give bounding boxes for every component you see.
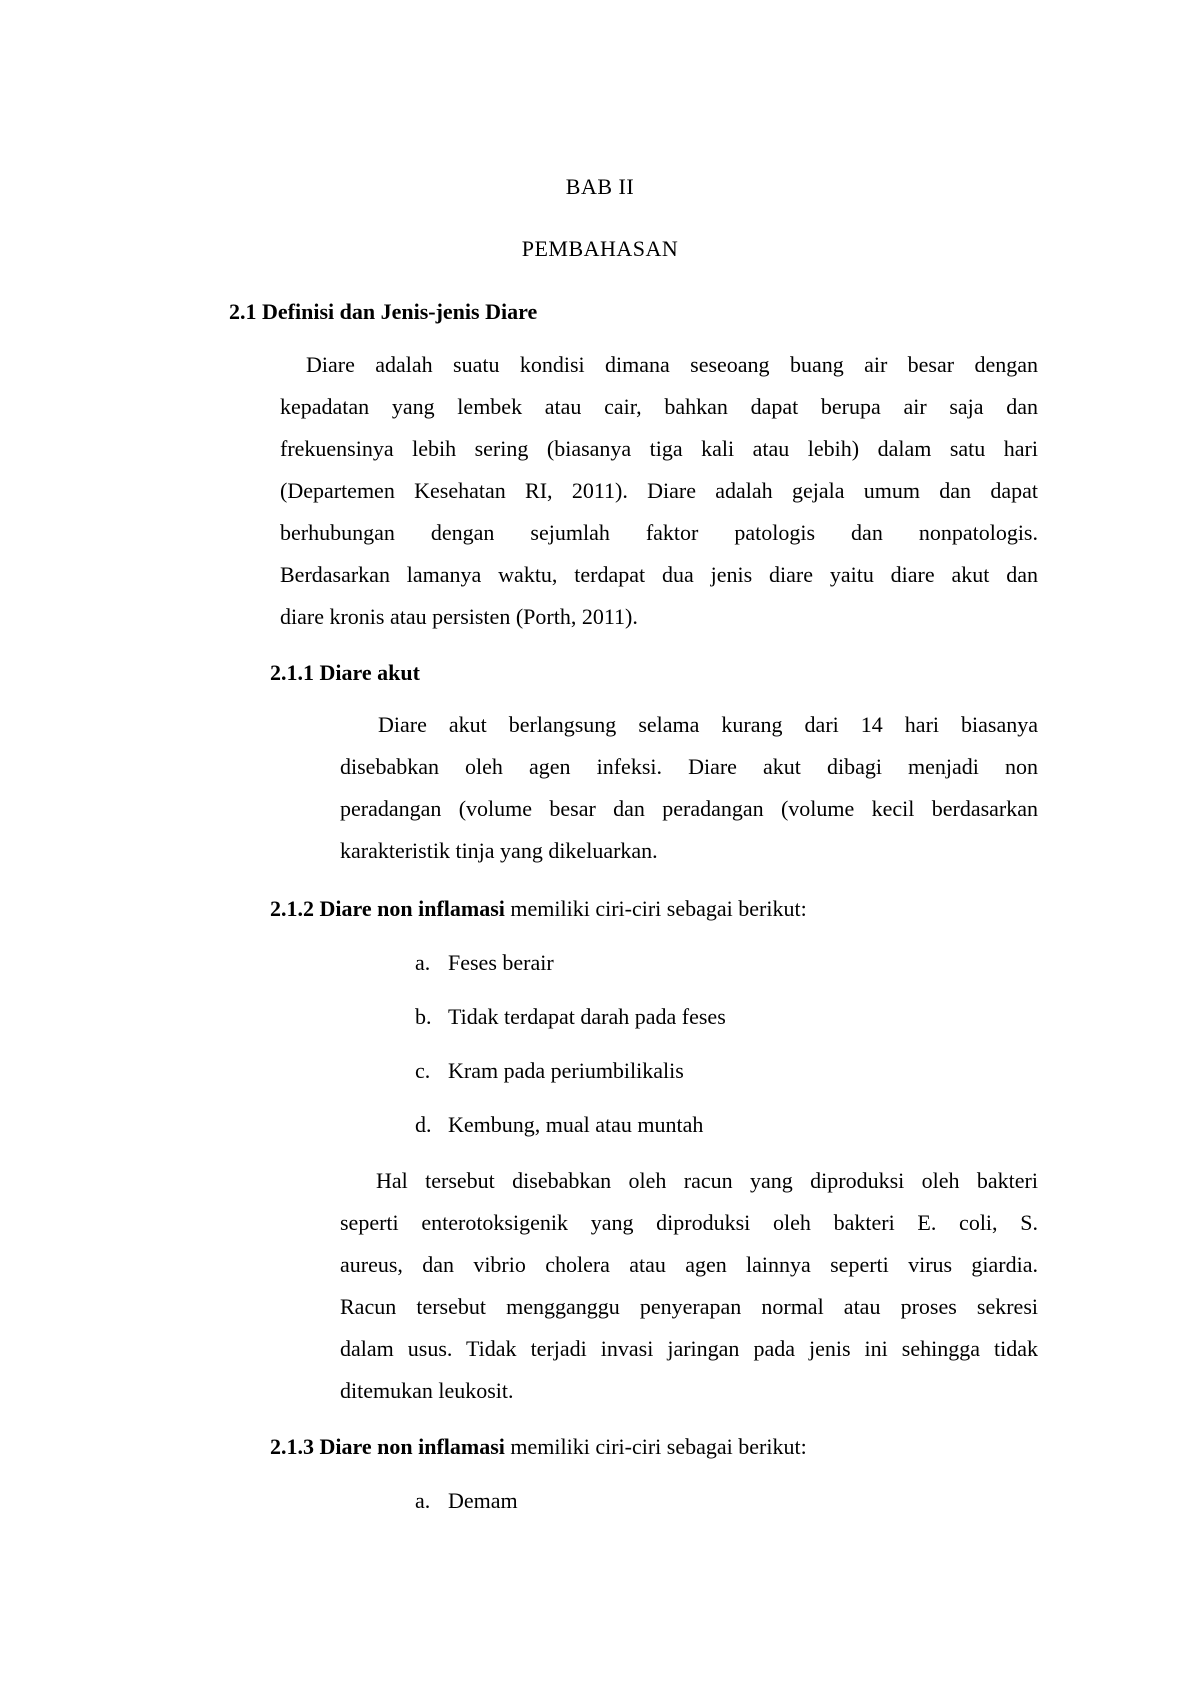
list-marker: d.: [415, 1112, 432, 1137]
heading-rest: memiliki ciri-ciri sebagai berikut:: [504, 896, 807, 921]
paragraph-line: frekuensinya lebih sering (biasanya tiga kali atau lebih) dalam satu hari: [280, 436, 1038, 461]
list-item: [415, 1488, 518, 1514]
list-marker: b.: [415, 1004, 432, 1029]
chapter-title: PEMBAHASAN: [521, 236, 679, 261]
list-text: Demam: [448, 1488, 518, 1513]
list-item: [415, 1058, 684, 1084]
list-marker: c.: [415, 1058, 431, 1083]
paragraph-line: ditemukan leukosit.: [340, 1378, 514, 1403]
section-heading-2-1-3: [270, 1434, 807, 1460]
heading-bold: 2.1.2 Diare non inflamasi: [270, 896, 505, 921]
section-heading-2-1-2: [270, 896, 807, 922]
list-item: [415, 950, 554, 976]
heading-rest: memiliki ciri-ciri sebagai berikut:: [504, 1434, 807, 1459]
paragraph-line: berhubungan dengan sejumlah faktor patologis dan nonpatologis.: [280, 520, 1038, 545]
paragraph-line: Diare adalah suatu kondisi dimana seseoang buang air besar dengan: [306, 352, 1038, 377]
paragraph-line: seperti enterotoksigenik yang diproduksi oleh bakteri E. coli, S.: [340, 1210, 1038, 1235]
list-text: Kembung, mual atau muntah: [448, 1112, 704, 1137]
paragraph-line: (Departemen Kesehatan RI, 2011). Diare adalah gejala umum dan dapat: [280, 478, 1038, 503]
paragraph-line: diare kronis atau persisten (Porth, 2011).: [280, 604, 638, 629]
list-text: Tidak terdapat darah pada feses: [448, 1004, 726, 1029]
list-text: Feses berair: [448, 950, 554, 975]
section-heading-2-1: 2.1 Definisi dan Jenis-jenis Diare: [229, 299, 538, 324]
paragraph-line: aureus, dan vibrio cholera atau agen lainnya seperti virus giardia.: [340, 1252, 1038, 1277]
chapter-number: BAB II: [565, 174, 635, 199]
paragraph-line: disebabkan oleh agen infeksi. Diare akut dibagi menjadi non: [340, 754, 1038, 779]
paragraph-line: kepadatan yang lembek atau cair, bahkan dapat berupa air saja dan: [280, 394, 1038, 419]
section-2-1-2-paragraph: [340, 1160, 1038, 1412]
paragraph-line: Berdasarkan lamanya waktu, terdapat dua jenis diare yaitu diare akut dan: [280, 562, 1038, 587]
section-2-1-1-paragraph: [340, 704, 1038, 872]
list-marker: a.: [415, 950, 431, 975]
paragraph-line: Racun tersebut mengganggu penyerapan normal atau proses sekresi: [340, 1294, 1038, 1319]
section-2-1-paragraph: [280, 344, 1038, 638]
list-text: Kram pada periumbilikalis: [448, 1058, 684, 1083]
paragraph-line: dalam usus. Tidak terjadi invasi jaringan pada jenis ini sehingga tidak: [340, 1336, 1038, 1361]
list-item: [415, 1004, 726, 1030]
paragraph-line: Diare akut berlangsung selama kurang dari 14 hari biasanya: [378, 712, 1038, 737]
paragraph-line: Hal tersebut disebabkan oleh racun yang diproduksi oleh bakteri: [376, 1168, 1038, 1193]
paragraph-line: karakteristik tinja yang dikeluarkan.: [340, 838, 658, 863]
list-marker: a.: [415, 1488, 431, 1513]
section-heading-2-1-1: 2.1.1 Diare akut: [270, 660, 420, 685]
list-item: [415, 1112, 703, 1138]
heading-bold: 2.1.3 Diare non inflamasi: [270, 1434, 505, 1459]
paragraph-line: peradangan (volume besar dan peradangan (volume kecil berdasarkan: [340, 796, 1038, 821]
